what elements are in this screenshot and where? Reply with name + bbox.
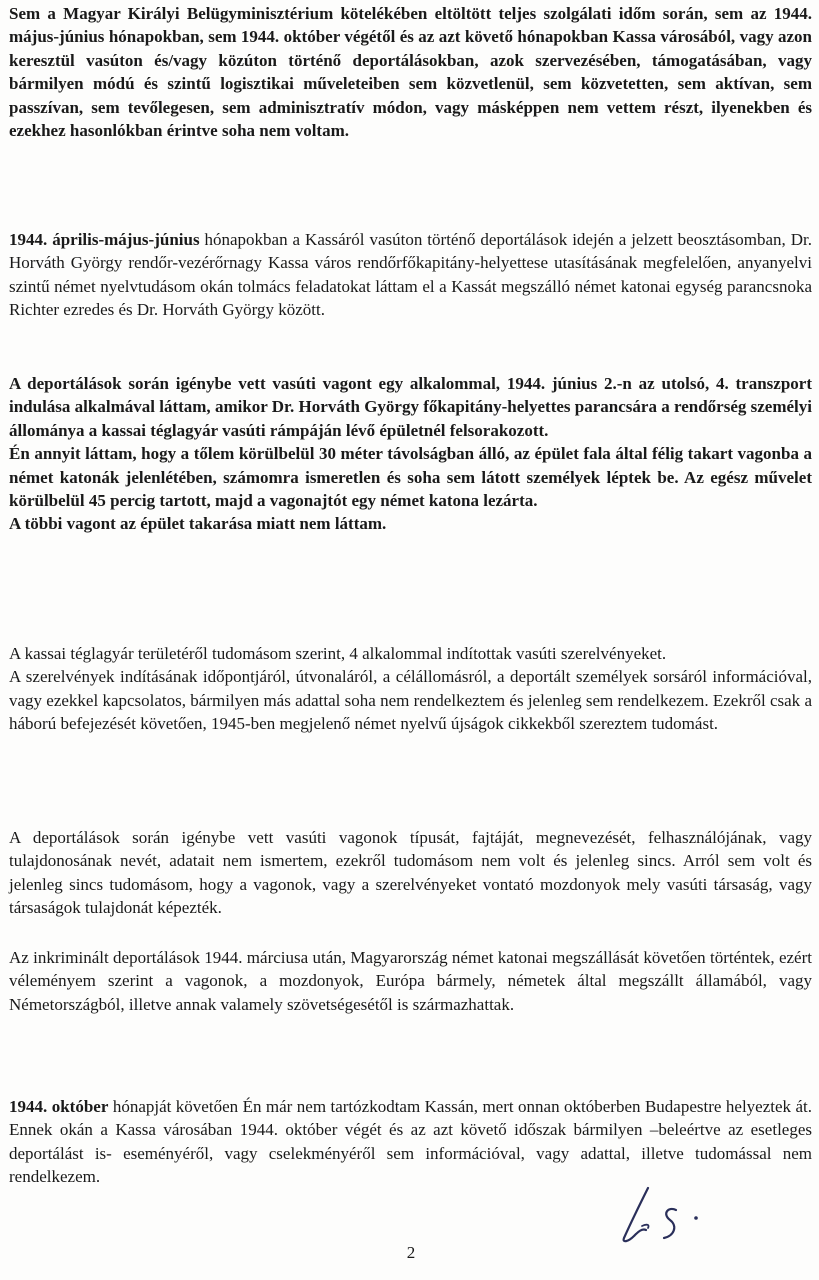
paragraph-text: A többi vagont az épület takarása miatt nem láttam. [9, 514, 387, 534]
paragraph-wagon-types [9, 826, 812, 920]
paragraph-service-statement [9, 2, 812, 142]
paragraph-interpreter-duties [9, 228, 812, 322]
handwritten-signature [612, 1180, 722, 1250]
paragraph-lead-date: 1944. október [9, 1097, 109, 1116]
paragraph-text: A kassai téglagyár területéről tudomásom szerint, 4 alkalommal indítottak vasúti szerelvényeket. [9, 644, 667, 663]
paragraph-transfer-budapest [9, 1095, 812, 1189]
paragraph-wagon-origin [9, 946, 812, 1016]
paragraph-text: A szerelvények indításának időpontjáról, útvonaláról, a célállomásról, a deportált személyek sorsáról információval, vagy ezekkel kapcsolatos, bármilyen más adattal soha nem rendelkeztem és jelenleg sem rendelkezem. Ezekről csak a háború befejezését követően, 1945-ben megjelenő német nyelvű újságok cikkekből szereztem tudomást. [9, 667, 812, 734]
paragraph-lead-date: 1944. április-május-június [9, 230, 200, 249]
paragraph-text: A deportálások során igénybe vett vasúti vagonok típusát, fajtáját, megnevezését, felhasználójának, vagy tulajdonosának nevét, adatait nem ismertem, ezekről tudomásom nem volt és jelenleg sincs. Arról sem volt és jelenleg sincs tudomásom, hogy a vagonok, vagy a szerelvényeket vontató mozdonyok mely vasúti társaság, vagy társaságok tulajdonát képezték. [9, 828, 812, 918]
paragraph-wagon-observation [9, 372, 812, 536]
paragraph-text: Én annyit láttam, hogy a tőlem körülbelül 30 méter távolságban álló, az épület fala által félig takart vagonba a német katonák jelenlétében, számomra ismeretlen és soha sem látott személyek léptek be. Az egész művelet körülbelül 45 percig tartott, majd a vagonajtót egy német katona lezárta. [9, 444, 812, 511]
paragraph-text: Az inkriminált deportálások 1944. márciusa után, Magyarország német katonai megszállását követően történtek, ezért véleményem szerint a vagonok, a mozdonyok, Európa bármely, németek által megszállt államából, vagy Németországból, illetve annak valamely szövetségesétől is származhattak. [9, 948, 812, 1014]
paragraph-text [9, 228, 812, 322]
paragraph-text: A deportálások során igénybe vett vasúti vagont egy alkalommal, 1944. június 2.-n az utolsó, 4. transzport indulása alkalmával láttam, amikor Dr. Horváth György főkapitány-helyettes parancsára a rendőrség személyi állománya a kassai téglagyár vasúti rámpáján lévő épületnél felsorakozott. [9, 374, 812, 440]
paragraph-body: hónapokban a Kassáról vasúton történő deportálások idején a jelzett beosztásomban, Dr. Horváth György rendőr-vezérőrnagy Kassa város rendőrfőkapitány-helyettese utasításának megfelelően, anyanyelvi szintű német nyelvtudásom okán tolmács feladatokat láttam el a Kassát megszálló német katonai egység parancsnoka Richter ezredes és Dr. Horváth György között. [9, 230, 812, 320]
paragraph-text [9, 1095, 812, 1189]
page-number: 2 [406, 1243, 416, 1262]
paragraph-body: hónapját követően Én már nem tartózkodtam Kassán, mert onnan októberben Budapestre helyeztek át. Ennek okán a Kassa városában 1944. október végét és az azt követő időszak bármilyen –beleértve az esetleges deportálást is- eseményéről, vagy cselekményéről sem információval, vagy adattal, illetve tudomással nem rendelkezem. [9, 1097, 812, 1187]
paragraph-train-departures [9, 642, 812, 736]
paragraph-text: Sem a Magyar Királyi Belügyminisztérium kötelékében eltöltött teljes szolgálati időm során, sem az 1944. május-június hónapokban, sem 1944. október végétől és az azt követő hónapokban Kassa városából, vagy azon keresztül vasúton és/vagy közúton történő deportálásokban, azok szervezésében, támogatásában, vagy bármilyen módú és szintű logisztikai műveleteiben sem közvetlenül, sem közvetetten, sem aktívan, sem passzívan, sem tevőlegesen, sem adminisztratív módon, vagy másképpen nem vettem részt, ilyenekben és ezekhez hasonlókban érintve soha nem voltam. [9, 4, 812, 141]
